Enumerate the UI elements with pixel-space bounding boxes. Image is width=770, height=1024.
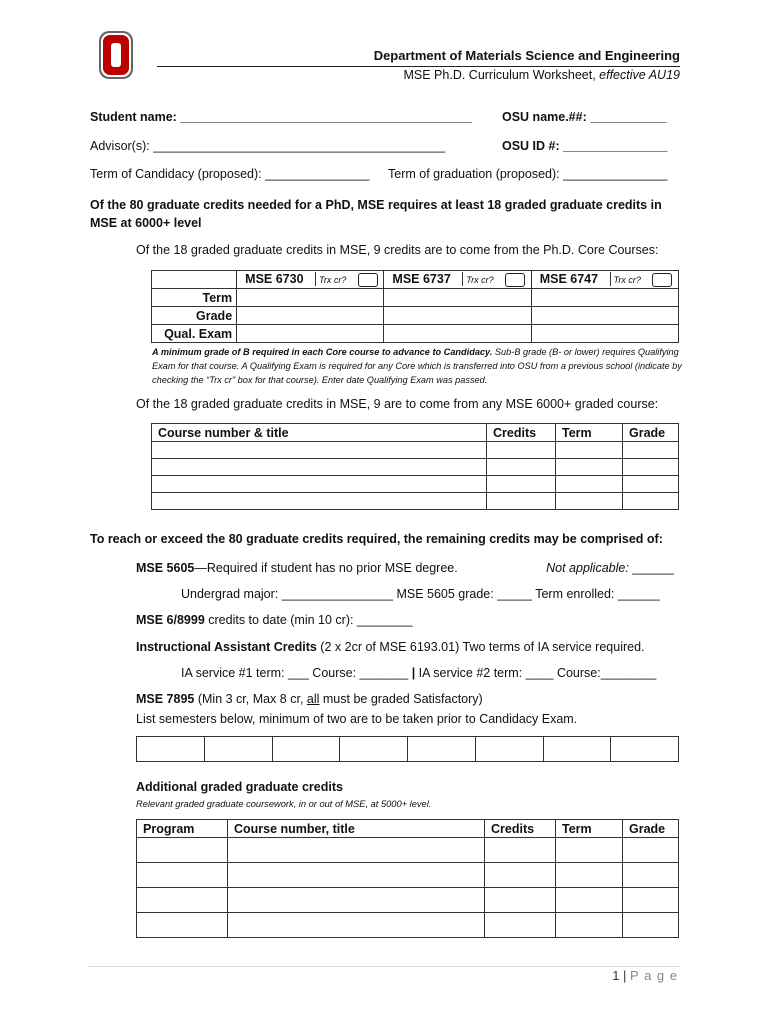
input-cell[interactable]	[531, 325, 678, 343]
col-header-course: Course number, title	[228, 820, 485, 838]
remaining-heading: To reach or exceed the 80 graduate credits required, the remaining credits may be comprised of:	[90, 532, 663, 546]
core-courses-table	[151, 270, 679, 343]
ia-service-line[interactable]: IA service #1 term: ___ Course: _______ | IA service #2 term: ____ Course:________	[181, 666, 657, 680]
table-row	[152, 476, 679, 493]
table-row	[137, 863, 679, 888]
header-rule	[157, 66, 680, 67]
table-row	[137, 888, 679, 913]
worksheet-subtitle: MSE Ph.D. Curriculum Worksheet, effective AU19	[403, 68, 680, 82]
col-header-grade: Grade	[623, 424, 679, 442]
col-header-program: Program	[137, 820, 228, 838]
input-cell[interactable]	[384, 307, 531, 325]
requirement-heading: Of the 80 graduate credits needed for a PhD, MSE requires at least 18 graded graduate credits in MSE at 6000+ level	[90, 198, 662, 230]
col-header-term: Term	[556, 820, 623, 838]
input-cell[interactable]	[531, 307, 678, 325]
footer-rule	[88, 966, 680, 967]
trx-checkbox[interactable]	[358, 273, 378, 287]
table-row	[152, 493, 679, 510]
table-row	[137, 838, 679, 863]
core-note: A minimum grade of B required in each Core course to advance to Candidacy. Sub-B grade (B- or lower) requires Qualifying Exam for that course. A Qualifying Exam is required for any Core which is transferred into OSU from a previous school (indicate by checking the “Trx cr” box for that course). Enter date Qualifying Exam was passed.	[152, 347, 682, 385]
additional-credits-table	[136, 819, 679, 938]
additional-subtitle: Relevant graded graduate coursework, in or out of MSE, at 5000+ level.	[136, 799, 432, 809]
ia-credits-line: Instructional Assistant Credits (2 x 2cr of MSE 6193.01) Two terms of IA service required.	[136, 640, 645, 654]
mse7895-instructions: List semesters below, minimum of two are to be taken prior to Candidacy Exam.	[136, 712, 578, 726]
department-title: Department of Materials Science and Engineering	[373, 48, 680, 63]
col-header-credits: Credits	[487, 424, 556, 442]
undergrad-line[interactable]: Undergrad major: ________________ MSE 5605 grade: _____ Term enrolled: ______	[181, 587, 660, 601]
term-candidacy-field[interactable]: Term of Candidacy (proposed): _______________	[90, 167, 370, 181]
term-graduation-field[interactable]: Term of graduation (proposed): _______________	[388, 167, 668, 181]
core-course-cell: MSE 6747 Trx cr?	[531, 271, 678, 289]
input-cell[interactable]	[531, 289, 678, 307]
input-cell[interactable]	[384, 289, 531, 307]
page-footer: 1 | P a g e	[612, 968, 678, 983]
col-header-grade: Grade	[623, 820, 679, 838]
table-row	[152, 442, 679, 459]
trx-checkbox[interactable]	[505, 273, 525, 287]
table-row	[137, 737, 679, 762]
core-intro: Of the 18 graded graduate credits in MSE, 9 credits are to come from the Ph.D. Core Courses:	[136, 243, 659, 257]
corner-cell	[152, 271, 237, 289]
mse7895-semesters-table	[136, 736, 679, 762]
input-cell[interactable]	[384, 325, 531, 343]
input-cell[interactable]	[237, 325, 384, 343]
col-header-term: Term	[556, 424, 623, 442]
col-header-credits: Credits	[485, 820, 556, 838]
core-course-cell: MSE 6737 Trx cr?	[384, 271, 531, 289]
mse5605-line: MSE 5605—Required if student has no prior MSE degree.	[136, 561, 458, 575]
mse7895-line: MSE 7895 (Min 3 cr, Max 8 cr, all must be graded Satisfactory)	[136, 692, 483, 706]
advisors-field[interactable]: Advisor(s): __________________________________________	[90, 139, 446, 153]
osu-name-field[interactable]: OSU name.##: ___________	[502, 110, 667, 124]
core-course-cell: MSE 6730 Trx cr?	[237, 271, 384, 289]
mse5605-not-applicable[interactable]: Not applicable: ______	[546, 561, 674, 575]
additional-title: Additional graded graduate credits	[136, 780, 343, 794]
col-header-course: Course number & title	[152, 424, 487, 442]
table-row	[137, 913, 679, 938]
osu-id-field[interactable]: OSU ID #: _______________	[502, 139, 668, 153]
table-row	[152, 459, 679, 476]
osu-block-o-logo	[98, 30, 134, 80]
input-cell[interactable]	[237, 289, 384, 307]
student-name-field[interactable]: Student name: __________________________________________	[90, 110, 473, 124]
row-label-term: Term	[152, 289, 237, 307]
input-cell[interactable]	[237, 307, 384, 325]
elective-intro: Of the 18 graded graduate credits in MSE, 9 are to come from any MSE 6000+ graded course:	[136, 397, 659, 411]
trx-checkbox[interactable]	[652, 273, 672, 287]
elective-courses-table	[151, 423, 679, 510]
row-label-grade: Grade	[152, 307, 237, 325]
mse8999-line[interactable]: MSE 6/8999 credits to date (min 10 cr): ________	[136, 613, 413, 627]
row-label-qual-exam: Qual. Exam	[152, 325, 237, 343]
